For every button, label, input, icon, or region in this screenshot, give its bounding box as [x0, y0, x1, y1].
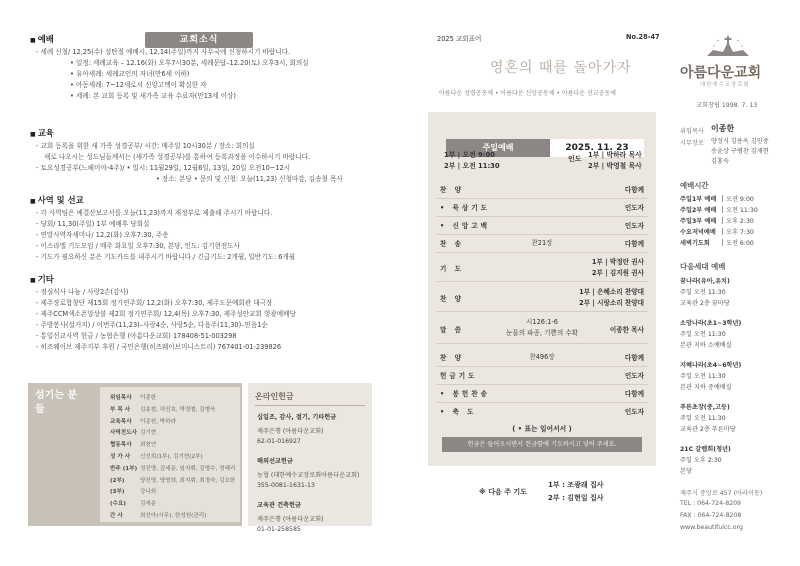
- section-line: - 히즈웨이브 제주지부 후원 / 국민은행(히즈웨이브미니스트리) 767401-01-239826: [36, 343, 282, 351]
- section-line: - 교회 등록을 위한 새 가족 성경공부/ 시간: 매주일 10시30분 / 장소: 회의실: [36, 142, 255, 150]
- worship-time-value: 오후 7:30: [726, 229, 754, 236]
- church-denomination: 대한예수교장로회: [700, 82, 750, 88]
- divider: [436, 402, 648, 403]
- divider: [436, 366, 648, 367]
- elders-row: 양성식 김용옥 김인중: [711, 138, 769, 145]
- staff-names: 김송철, 허진호, 박경철, 김형욱: [140, 406, 216, 413]
- staff-row: [110, 393, 156, 401]
- staff-names: 최선아(사무), 한성원(관리): [140, 513, 207, 519]
- worship-item-name: • 신앙고백: [440, 222, 490, 230]
- worship-item: [436, 218, 648, 232]
- worship-item-detail: 시126:1-6 눈물의 파종, 기쁨의 수확: [505, 318, 579, 337]
- founded-date: 교회창립 1998. 7. 13: [696, 102, 758, 109]
- worship-label: 주일예배: [446, 139, 550, 157]
- staff-list: [100, 387, 240, 522]
- staff-names: 이종원, 박하라: [140, 418, 176, 425]
- divider: [436, 216, 648, 217]
- worship-item-detail: 1부 | 박정란 권사 2부 | 김지원 권사: [591, 258, 644, 277]
- divider: [436, 234, 648, 235]
- section-line: - 제주CCM색소폰앙상블 제2회 정기연주회/ 12,4(목) 오후7:30, 제주성안교회 영광예배당: [36, 310, 296, 318]
- elders-list: [711, 137, 769, 167]
- next-gen-name: 꿈나라(유아,유치): [680, 278, 730, 285]
- worship-item-leader: 다함께: [624, 240, 644, 248]
- church-news-banner: 교회소식: [145, 32, 253, 48]
- staff-names: 신선희(1부), 김기현(2부): [140, 454, 203, 460]
- service-leaders: [588, 150, 642, 172]
- worship-item-name: 기 도: [440, 265, 465, 273]
- next-gen-name: 21C 갈렙회(청년): [680, 446, 731, 453]
- elders-row: 김홍숙: [711, 158, 729, 165]
- next-gen-place: 교육관 2층 푸른마당: [680, 426, 736, 433]
- next-gen-name: 소망나라(초1~3학년): [680, 320, 742, 327]
- service-leader: 1부 | 박하라 목사: [588, 151, 642, 159]
- staff-row: [110, 476, 235, 484]
- staff-names: 최천연: [140, 442, 157, 449]
- worship-time-value: 오전 11:30: [726, 207, 758, 214]
- offering-line: 교육관 건축헌금: [257, 502, 301, 509]
- church-name: 아름다운교회: [680, 65, 762, 81]
- offering-line: 제주은행 (아름다운교회): [257, 428, 324, 435]
- section-line: • 아동세례: 7~12세로서 신앙고백이 확실한 자: [70, 81, 207, 89]
- section-line: - 주방봉사(설거지) / 이번주(11,23)–사랑4순, 사랑5순, 다음주(11,30)–믿음1순: [36, 321, 268, 329]
- section-line: • 일정: 세례교육 – 12.16(화) 오후7시30분, 세례문답–12.20(토) 오후3시, 회의실: [70, 59, 309, 67]
- section-title: ■ 기타: [30, 273, 54, 285]
- worship-item-name: 말 씀: [440, 326, 465, 334]
- next-gen-time: 주일 오전 11:30: [680, 331, 726, 338]
- section-line: - 당회/ 11,30(주일) 1부 예배후 당회실: [36, 220, 150, 228]
- worship-item-detail: 찬21장: [531, 239, 553, 247]
- section-line: - 각 사역팀은 예결산보고서를 오늘(11,23)까지 재정부로 제출해 주시기 바랍니다.: [36, 209, 273, 217]
- church-tel: TEL : 064-724-8209: [680, 500, 741, 507]
- section-line: - 세례 신청/ 12,25(수) 성탄절 예배시, 12,14(주일)까지 사무국에 신청하시기 바랍니다.: [36, 48, 291, 56]
- section-title: ■ 예배: [30, 33, 54, 45]
- section-line: - 연말사역자세미나/ 12,2(화) 오후7:30, 주송: [36, 231, 169, 239]
- staff-role: 성 가 사: [110, 454, 131, 460]
- staff-names: 김기현: [140, 430, 157, 437]
- next-gen-name: 푸른초장(중,고등): [680, 404, 730, 411]
- staff-role: 부 목 사: [110, 406, 131, 413]
- worship-item: [436, 368, 648, 382]
- online-offering-box: [248, 383, 372, 533]
- offering-line: 농협 (대한예수교장로회아름다운교회): [257, 472, 360, 479]
- divider: [722, 217, 723, 224]
- divider: [436, 384, 648, 385]
- divider: [722, 206, 723, 213]
- worship-time-value: 오후 2:30: [726, 218, 754, 225]
- offering-line: 제주은행 (아름다운교회): [257, 516, 324, 523]
- worship-date: 2025. 11. 23: [550, 139, 644, 157]
- divider: [722, 228, 723, 235]
- staff-names: 이종한: [140, 395, 157, 401]
- pastor-name: 이종한: [711, 124, 735, 133]
- worship-item-detail: 1부 | 은혜소리 찬양대 2부 | 시랑소리 찬양대: [579, 288, 644, 307]
- worship-times-title: 예배시간: [680, 181, 709, 190]
- service-time: 1부 | 오전 9:00: [444, 151, 495, 159]
- staff-role: 반주 (1부): [110, 465, 138, 472]
- worship-time-value: 오전 6:00: [726, 240, 754, 247]
- staff-row: [110, 428, 156, 436]
- worship-item-name: • 봉헌찬송: [440, 390, 490, 398]
- staff-role: (2부): [110, 477, 125, 484]
- worship-item-name: • 묵상기도: [440, 204, 490, 212]
- offering-note: 헌금은 들어오시면서 헌금함에 기도하시고 넣어 주세요.: [442, 437, 642, 452]
- staff-row: [110, 405, 216, 413]
- worship-time-name: 새벽기도회: [680, 240, 710, 247]
- section-line: - 통일선교사역 헌금 / 농협은행 (아름다운교회) 178408-51-003298: [36, 332, 237, 340]
- offering-line: 62-01-016927: [257, 438, 301, 445]
- church-website[interactable]: www.beautifulcc.org: [680, 524, 743, 531]
- worship-item: [436, 317, 648, 341]
- staff-row: [110, 464, 235, 472]
- divider: [436, 343, 648, 344]
- section-line: 새로 나오시는 성도님들께서는 (새가족 성경공부)를 통하여 등록과정을 이수하시기 바랍니다.: [44, 153, 311, 161]
- church-motto: 영혼의 때를 돌아가자: [490, 60, 632, 76]
- staff-names: 강나희: [140, 489, 157, 496]
- divider: [255, 405, 365, 406]
- staff-role: (수요): [110, 501, 126, 508]
- worship-time-name: 수요저녁예배: [680, 229, 716, 236]
- section-line: • 세례: 본 교회 등록 및 새가족 교육 수료자(만13세 이상): [70, 92, 236, 100]
- worship-item-detail: 찬496장: [529, 353, 555, 361]
- next-gen-time: 주일 오전 11:30: [680, 289, 726, 296]
- worship-item: [436, 200, 648, 214]
- staff-box-title: 섬기는 분들: [35, 390, 78, 415]
- worship-item-leader: 인도자: [624, 222, 644, 230]
- staff-role: 협동목사: [110, 442, 132, 449]
- next-gen-place: 본관 지하 소예배실: [680, 342, 732, 349]
- worship-item: [436, 386, 648, 400]
- staff-role: 교육목사: [110, 418, 132, 425]
- staff-names: 정진명, 김세운, 임지휘, 김명수, 정혜리: [140, 465, 236, 472]
- worship-item: [436, 182, 648, 196]
- section-title: ■ 사역 및 선교: [30, 194, 84, 206]
- worship-time-name: 주일1부 예배: [680, 196, 717, 203]
- bulletin-year: 2025 교회표어: [437, 35, 482, 43]
- worship-item-leader: 이종한 목사: [609, 326, 644, 334]
- worship-time-name: 주일2부 예배: [680, 207, 717, 214]
- worship-item-leader: 다함께: [624, 186, 644, 194]
- elders-label: 시무장로: [680, 140, 704, 147]
- section-line: • 장소: 본당 • 문의 및 신청: 오늘(11,23) 신청마감, 김송철 목사: [156, 175, 343, 183]
- next-generation-title: 다음세대 예배: [680, 262, 726, 271]
- divider: [722, 195, 723, 202]
- next-gen-time: 주일 오후 2:30: [680, 457, 722, 464]
- next-prayer-label: ※ 다음 주 기도: [479, 488, 527, 496]
- next-prayer: 1부 : 조광래 집사: [548, 481, 604, 489]
- worship-item: [436, 236, 648, 250]
- next-gen-place: 교육관 2층 꿈마당: [680, 300, 730, 307]
- next-gen-place: 본당: [680, 468, 692, 475]
- divider: [722, 239, 723, 246]
- offering-line: 십일조, 감사, 절기, 기타헌금: [257, 414, 337, 421]
- divider: [436, 252, 648, 253]
- next-gen-name: 지혜나라(초4~6학년): [680, 362, 742, 369]
- divider: [436, 281, 648, 282]
- worship-item-name: • 축 도: [440, 408, 477, 416]
- staff-row: [110, 452, 203, 460]
- worship-order-panel: [428, 112, 656, 466]
- pastor-label: 위임목사: [680, 128, 704, 135]
- worship-item: [436, 287, 648, 309]
- lead-label: 인도: [568, 155, 582, 163]
- section-line: - 점심식사 나눔 / 사랑2손(감사): [36, 288, 129, 296]
- worship-item: [436, 350, 648, 364]
- worship-time-value: 오전 9:00: [726, 196, 754, 203]
- issue-number: No.28-47: [626, 33, 660, 41]
- standing-note: ( • 표는 일어서서 ): [512, 425, 572, 433]
- staff-box: [28, 383, 242, 526]
- next-prayer: 2부 : 김현일 집사: [548, 494, 604, 502]
- elders-row: 송윤상 구병찬 김재현: [711, 148, 769, 155]
- staff-role: 사역전도사: [110, 430, 138, 437]
- section-line: - 이스라엘 기도모임 / 매주 화요일 오후7:30, 본당, 인도: 김기현전도사: [36, 242, 240, 250]
- worship-item-leader: 다함께: [624, 390, 644, 398]
- staff-role: 간 사: [110, 513, 123, 519]
- worship-item: [436, 404, 648, 418]
- worship-item-leader: 다함께: [624, 354, 644, 362]
- staff-row: [110, 440, 156, 448]
- church-fax: FAX : 064-724-8208: [680, 512, 742, 519]
- church-logo-icon: [703, 34, 753, 60]
- offering-line: 355-0081-1631-13: [257, 482, 315, 489]
- section-line: • 유아세례: 세례교인의 자녀(만6세 이하): [70, 70, 190, 78]
- offering-line: 해외선교헌금: [257, 458, 293, 465]
- staff-row: [110, 487, 156, 495]
- worship-item-name: 찬 송: [440, 240, 465, 248]
- service-times: [444, 150, 500, 172]
- staff-role: 위임목사: [110, 395, 132, 401]
- staff-names: 김세운: [140, 501, 157, 508]
- worship-item-leader: 인도자: [624, 408, 644, 416]
- church-address: 제주시 중앙로 457 (아라이동): [680, 490, 763, 497]
- service-time: 2부 | 오전 11:30: [444, 162, 500, 170]
- next-gen-time: 주일 오전 11:30: [680, 415, 726, 422]
- divider: [436, 198, 648, 199]
- worship-item-name: 헌금기도: [440, 372, 478, 380]
- section-line: - 기도가 필요하신 분은 기도카드를 내주시기 바랍니다./ 긴급기도: 2개월, 일반기도: 6개월: [36, 253, 296, 261]
- staff-row: [110, 499, 156, 507]
- worship-item-name: 찬 양: [440, 295, 465, 303]
- next-gen-place: 본관 지하 중예배실: [680, 384, 732, 391]
- worship-item-leader: 인도자: [624, 372, 644, 380]
- next-prayers: [548, 479, 604, 505]
- staff-names: 양진영, 양영희, 최지휘, 최경숙, 김요한: [140, 477, 236, 484]
- section-line: - 토요성경공부(느헤미야-4주)/ • 일시: 11월29일, 12월6일, 13일, 20일 오전10~12시: [36, 164, 291, 172]
- divider: [436, 311, 648, 312]
- section-title: ■ 교육: [30, 127, 54, 139]
- worship-item: [436, 257, 648, 279]
- worship-item-name: 찬 양: [440, 354, 465, 362]
- staff-row: [110, 417, 176, 425]
- worship-time-name: 주일3부 예배: [680, 218, 717, 225]
- offering-line: 01-01-258585: [257, 526, 301, 533]
- community-list: 아름다운 성령공동체 • 아름다운 신앙공동체 • 아름다운 선교공동체: [439, 90, 616, 97]
- next-gen-time: 주일 오전 11:30: [680, 373, 726, 380]
- section-line: - 제주장로합창단 제15회 정기연주회/ 12,2(화) 오후7:30, 제주도문예회관 대극장: [36, 299, 273, 307]
- online-offering-title: 온라인헌금: [255, 392, 294, 401]
- worship-item-name: 찬 양: [440, 186, 465, 194]
- staff-role: (3부): [110, 489, 125, 496]
- staff-row: [110, 511, 206, 519]
- service-leader: 2부 | 박영철 목사: [588, 162, 642, 170]
- worship-item-leader: 인도자: [624, 204, 644, 212]
